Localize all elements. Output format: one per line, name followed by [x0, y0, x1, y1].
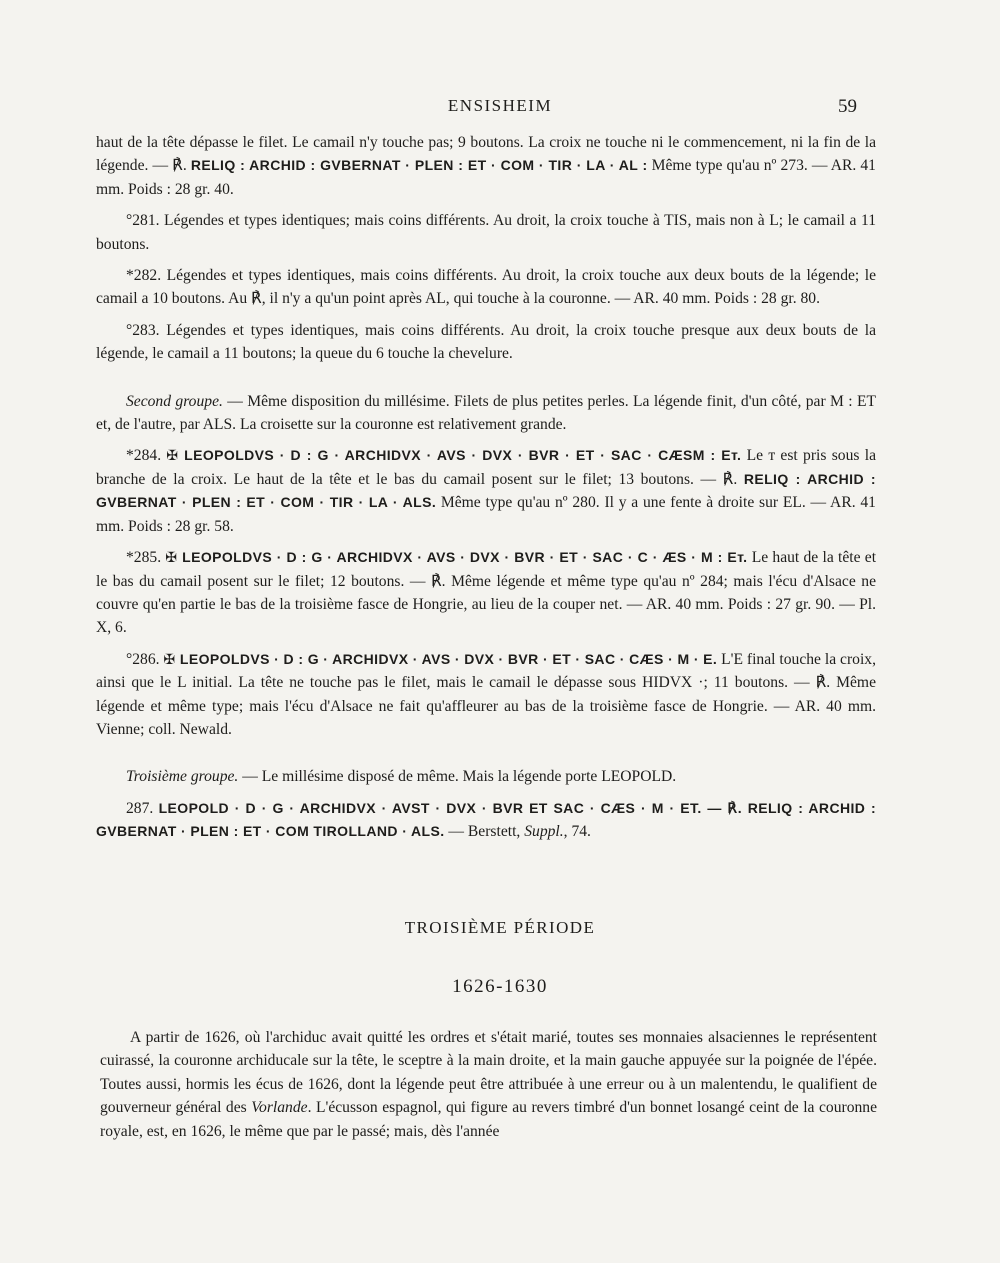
reverse-legend: RELIQ : ARCHID : GVBERNAT · PLEN : ET · COM · TIR · LA · AL :	[190, 157, 648, 174]
running-title: ENSISHEIM	[447, 96, 553, 115]
obverse-legend: ✠ LEOPOLDVS · D : G · ARCHIDVX · AVS · DVX · BVR · ET · SAC · CÆS · M · E.	[163, 650, 718, 667]
obverse-legend: ✠ LEOPOLDVS · D : G · ARCHIDVX · AVS · DVX · BVR · ET · SAC · C · ÆS · M : Eт.	[165, 549, 748, 566]
second-group-intro: Second groupe. — Même disposition du millésime. Filets de plus petites perles. La légende finit, d'un côté, par M : ET et, de l'autre, par ALS. La croisette sur la couronne est relativement grande.	[96, 392, 876, 434]
catalog-entries	[96, 131, 876, 852]
entry-286: °286. ✠ LEOPOLDVS · D : G · ARCHIDVX · AVS · DVX · BVR · ET · SAC · CÆS · M · E. L'E final touche la croix, ainsi que le L initial. La tête ne touche pas le filet, mais le camail le dépasse sous HIDVX ·; 11 boutons. — ℟. Même légende et même type; mais l'écu d'Alsace ne fait qu'affleurer au bas de la troisième fasce de Hongrie. — AR. 40 mm. Vienne; coll. Newald.	[96, 650, 876, 738]
period-intro-paragraph: A partir de 1626, où l'archiduc avait quitté les ordres et s'était marié, toutes ses monnaies alsaciennes le représentent cuirassé, la couronne archiducale sur la tête, le sceptre à la main droite, et la main gauche appuyée sur la poignée de l'épée. Toutes aussi, hormis les écus de 1626, dont la légende peut être attribuée à une erreur ou à un malentendu, le qualifient de gouverneur général des Vorlande. L'écusson espagnol, qui figure au revers timbré d'un bonnet losangé ceint de la couronne royale, est, en 1626, le même que par le passé; mais, dès l'année	[100, 1029, 878, 1140]
period-dates: 1626-1630	[452, 976, 548, 997]
reverse-legend: RELIQ : ARCHID : GVBERNAT · PLEN : ET · COM · TIR · LA · ALS.	[96, 470, 876, 511]
group-label: Troisième groupe.	[126, 768, 239, 786]
obverse-legend: ✠ LEOPOLDVS · D : G · ARCHIDVX · AVS · DVX · BVR · ET · SAC · CÆSM : Eт.	[166, 447, 742, 464]
page-number: 59	[838, 96, 857, 117]
third-group-intro: Troisième groupe. — Le millésime disposé de même. Mais la légende porte LEOPOLD.	[126, 768, 677, 786]
section-title: TROISIÈME PÉRIODE	[404, 918, 596, 937]
entry-285: *285. ✠ LEOPOLDVS · D : G · ARCHIDVX · AVS · DVX · BVR · ET · SAC · C · ÆS · M : Eт. Le haut de la tête et le bas du camail posent sur le filet; 12 boutons. — ℟. Même légende et même type qu'au nº 284; mais l'écu d'Alsace ne couvre qu'en partie le bas de la troisième fasce de Hongrie, au lieu de la couper net. — AR. 40 mm. Poids : 27 gr. 90. — Pl. X, 6.	[96, 549, 877, 637]
vorlande-term: Vorlande	[251, 1099, 308, 1117]
group-label: Second groupe.	[126, 392, 223, 410]
entry-281: °281. Légendes et types identiques; mais coins différents. Au droit, la croix touche à TIS, mais non à L; le camail a 11 boutons.	[96, 212, 876, 253]
entry-283: °283. Légendes et types identiques, mais coins différents. Au droit, la croix touche presque aux deux bouts de la légende, le camail a 11 boutons; la queue du 6 touche la chevelure.	[96, 321, 876, 363]
coin-legend: LEOPOLD · D · G · ARCHIDVX · AVST · DVX · BVR ET SAC · CÆS · M · ET. — ℟. RELIQ : ARCHID : GVBERNAT · PLEN : ET · COM TIROLLAND · ALS.	[96, 799, 877, 840]
entry-284: *284. ✠ LEOPOLDVS · D : G · ARCHIDVX · AVS · DVX · BVR · ET · SAC · CÆSM : Eт. Le т est pris sous la branche de la croix. Le haut de la tête et le bas du camail posent sur le filet; 13 boutons. — ℟. RELIQ : ARCHID : GVBERNAT · PLEN : ET · COM · TIR · LA · ALS. Même type qu'au nº 280. Il y a une fente à droite sur EL. — AR. 41 mm. Poids : 28 gr. 58.	[96, 447, 876, 535]
entry-287: 287. LEOPOLD · D · G · ARCHIDVX · AVST · DVX · BVR ET SAC · CÆS · M · ET. — ℟. RELIQ : ARCHID : GVBERNAT · PLEN : ET · COM TIROLLAND · ALS. — Berstett, Suppl., 74.	[96, 799, 877, 841]
entry-282: *282. Légendes et types identiques, mais coins différents. Au droit, la croix touche aux deux bouts de la légende; le camail a 10 boutons. Au ℟, il n'y a qu'un point après AL, qui touche à la couronne. — AR. 40 mm. Poids : 28 gr. 80.	[96, 267, 876, 308]
entry-280-continued: haut de la tête dépasse le filet. Le camail n'y touche pas; 9 boutons. La croix ne touche ni le commencement, ni la fin de la légende. — ℟. RELIQ : ARCHID : GVBERNAT · PLEN : ET · COM · TIR · LA · AL : Même type qu'au nº 273. — AR. 41 mm. Poids : 28 gr. 40.	[96, 134, 876, 198]
reference-title: Suppl.	[524, 823, 564, 841]
